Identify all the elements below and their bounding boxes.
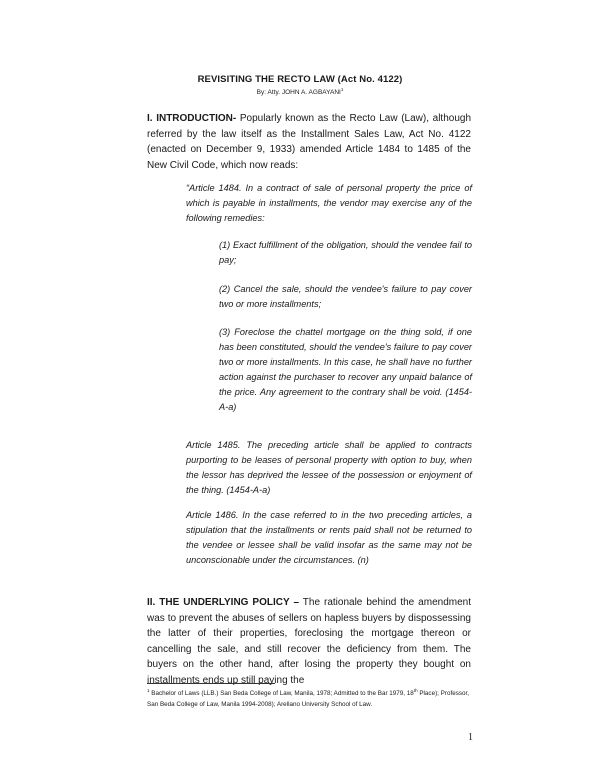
introduction-body: Popularly known as the Recto Law (Law), although referred by the law itself as the Installment Sales Law, Act No. 4122 (enacted on December 9, 1933) amended Article 1484 to 1485 of the New Civil Code, which now reads: xyxy=(147,113,472,171)
footnote-ordinal: th xyxy=(413,688,418,693)
document-title: REVISITING THE RECTO LAW (Act No. 4122) xyxy=(197,74,403,85)
document-author xyxy=(0,87,600,96)
footnote-divider xyxy=(147,683,275,684)
footnote-text: Bachelor of Laws (LLB.) San Beda College of Law, Manila, 1978; Admitted to the Bar 1979, 18 xyxy=(149,690,414,698)
author-name: By: Atty. JOHN A. AGBAYANI xyxy=(256,89,341,97)
remedy-1-text: (1) Exact fulfillment of the obligation, should the vendee fail to pay; xyxy=(219,240,472,265)
introduction-heading: I. INTRODUCTION- xyxy=(147,113,237,124)
article-1486-text: Article 1486. In the case referred to in the two preceding articles, a stipulation that the installments or rents paid shall not be returned to the vendee or lessee shall be valid insofar as the same may not be unconscionable under the circumstances. (n) xyxy=(186,510,472,565)
policy-body: The rationale behind the amendment was to prevent the abuses of sellers on hapless buyers by dispossessing the latter of their properties, foreclosing the mortgage thereon or cancelling the sale, and still recover the deficiency from them. The buyers on the other hand, after losing the property they bought on installments ends up still paying the xyxy=(147,597,471,686)
article-1484-text: “Article 1484. In a contract of sale of personal property the price of which is payable in installments, the vendor may exercise any of the following remedies: xyxy=(186,183,472,223)
remedy-3-text: (3) Foreclose the chattel mortgage on the thing sold, if one has been constituted, should the vendee's failure to pay cover two or more installments. In this case, he shall have no further action against the purchaser to recover any unpaid balance of the price. Any agreement to the contrary shall be void. (1454-A-a) xyxy=(219,327,472,412)
footnote-mark: 1 xyxy=(147,688,150,693)
article-1485-text: Article 1485. The preceding article shall be applied to contracts purporting to be leases of personal property with option to buy, when the lessor has deprived the lessee of the possession or enjoyment of the thing. (1454-A-a) xyxy=(186,440,472,495)
remedy-2-text: (2) Cancel the sale, should the vendee's failure to pay cover two or more installments; xyxy=(219,284,472,309)
page-number: 1 xyxy=(468,732,473,743)
footnote-text-continued: Place); Professor, San Beda College of Law, Manila 1994-2008); Arellano University School of Law. xyxy=(147,690,470,708)
policy-paragraph xyxy=(147,595,471,688)
policy-heading: II. THE UNDERLYING POLICY – xyxy=(147,597,300,608)
author-footnote-mark: 1 xyxy=(340,87,344,92)
introduction-paragraph xyxy=(147,111,471,173)
footnote xyxy=(147,686,477,710)
